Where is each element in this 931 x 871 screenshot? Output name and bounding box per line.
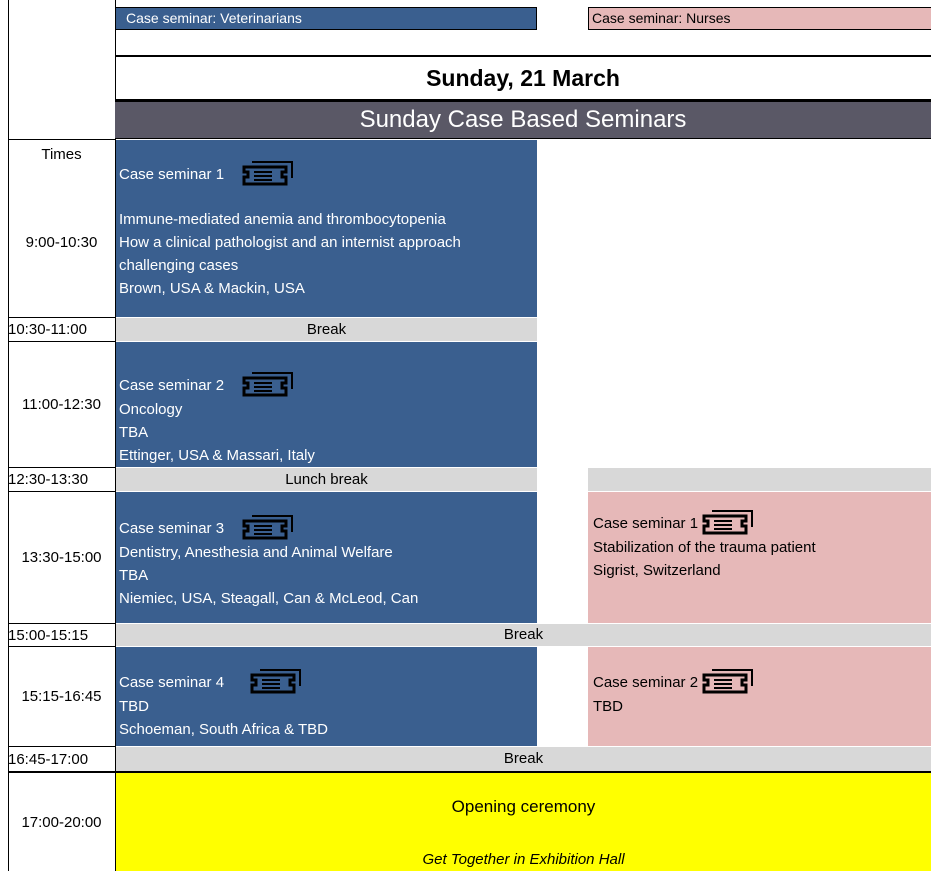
time-label: 9:00-10:30: [25, 234, 98, 251]
break-label: Break: [503, 626, 544, 643]
seminar-head: [119, 372, 537, 398]
seminar-line: Schoeman, South Africa & TBD: [119, 721, 328, 738]
time-cell-r2: [8, 318, 115, 341]
seminar-head: [119, 669, 537, 695]
lunch-break-nurse: [588, 468, 931, 491]
time-label: 16:45-17:00: [8, 750, 89, 768]
seminar-line: Oncology: [119, 401, 183, 418]
seminar-line: Immune-mediated anemia and thrombocytopenia: [119, 211, 446, 228]
time-cell-r1: [8, 168, 115, 317]
opening-ceremony: [116, 773, 931, 871]
subtitle-text: Sunday Case Based Seminars: [359, 106, 687, 133]
time-label: 15:00-15:15: [8, 626, 89, 644]
seminar-title: Case seminar 4: [119, 673, 225, 691]
time-cell-r6: [8, 624, 115, 646]
seminar-line: challenging cases: [119, 257, 239, 274]
seminar-line: TBA: [119, 424, 149, 441]
seminar-line: Sigrist, Switzerland: [593, 562, 721, 579]
ticket-icon: [702, 669, 758, 695]
seminar-line: TBD: [593, 698, 623, 715]
legend-nurses-label: Case seminar: Nurses: [592, 10, 731, 26]
break-r2: [116, 318, 537, 341]
seminar-line: Ettinger, USA & Massari, Italy: [119, 447, 315, 464]
seminar-title: Case seminar 1: [593, 514, 699, 532]
ceremony-title: Opening ceremony: [451, 797, 596, 816]
break-r6: [116, 624, 931, 646]
time-cell-r5: [8, 492, 115, 623]
legend-nurses: [588, 7, 931, 30]
break-label: Break: [503, 750, 544, 767]
break-r8: [116, 747, 931, 771]
seminar-title: Case seminar 1: [119, 165, 225, 183]
seminar-title: Case seminar 2: [119, 376, 225, 394]
vet-seminar-1: [116, 140, 537, 317]
date-title: Sunday, 21 March: [426, 64, 620, 91]
seminar-line: Brown, USA & Mackin, USA: [119, 280, 305, 297]
time-cell-r7: [8, 647, 115, 746]
seminar-head: [119, 515, 537, 541]
times-header: [8, 140, 115, 168]
time-cell-r8: [8, 747, 115, 771]
date-header: [115, 55, 931, 99]
break-label: Break: [306, 321, 347, 338]
seminar-line: Dentistry, Anesthesia and Animal Welfare: [119, 544, 393, 561]
nurse-seminar-1: [588, 492, 931, 623]
time-label: 15:15-16:45: [21, 688, 102, 705]
seminar-line: How a clinical pathologist and an internist approach: [119, 234, 461, 251]
time-cell-r3: [8, 342, 115, 467]
seminar-head: [119, 161, 537, 187]
legend-vets: [115, 7, 537, 30]
time-label: 10:30-11:00: [8, 321, 87, 338]
time-cell-r9: [8, 773, 115, 871]
ticket-icon: [250, 669, 306, 695]
break-label: Lunch break: [285, 471, 368, 488]
vet-seminar-4: [116, 647, 537, 746]
seminar-head: [593, 669, 931, 695]
seminar-head: [593, 510, 931, 536]
time-label: 11:00-12:30: [22, 396, 101, 413]
time-label: 13:30-15:00: [21, 549, 102, 566]
seminar-line: TBD: [119, 698, 149, 715]
legend-vets-label: Case seminar: Veterinarians: [126, 10, 302, 26]
lunch-break-r4: [116, 468, 537, 491]
ticket-icon: [242, 161, 298, 187]
nurse-seminar-2: [588, 647, 931, 746]
ceremony-subtitle: Get Together in Exhibition Hall: [422, 851, 625, 868]
seminar-line: Stabilization of the trauma patient: [593, 539, 816, 556]
times-label: Times: [41, 146, 82, 163]
ticket-icon: [242, 515, 298, 541]
seminar-title: Case seminar 2: [593, 673, 699, 691]
time-label: 17:00-20:00: [21, 813, 102, 831]
seminar-line: Niemiec, USA, Steagall, Can & McLeod, Can: [119, 590, 419, 607]
time-cell-r4: [8, 468, 115, 491]
ticket-icon: [242, 372, 298, 398]
seminar-line: TBA: [119, 567, 149, 584]
subtitle-bar: [115, 99, 931, 139]
time-label: 12:30-13:30: [8, 471, 89, 488]
vet-seminar-2: [116, 342, 537, 467]
vet-seminar-3: [116, 492, 537, 623]
ticket-icon: [702, 510, 758, 536]
seminar-title: Case seminar 3: [119, 519, 225, 537]
